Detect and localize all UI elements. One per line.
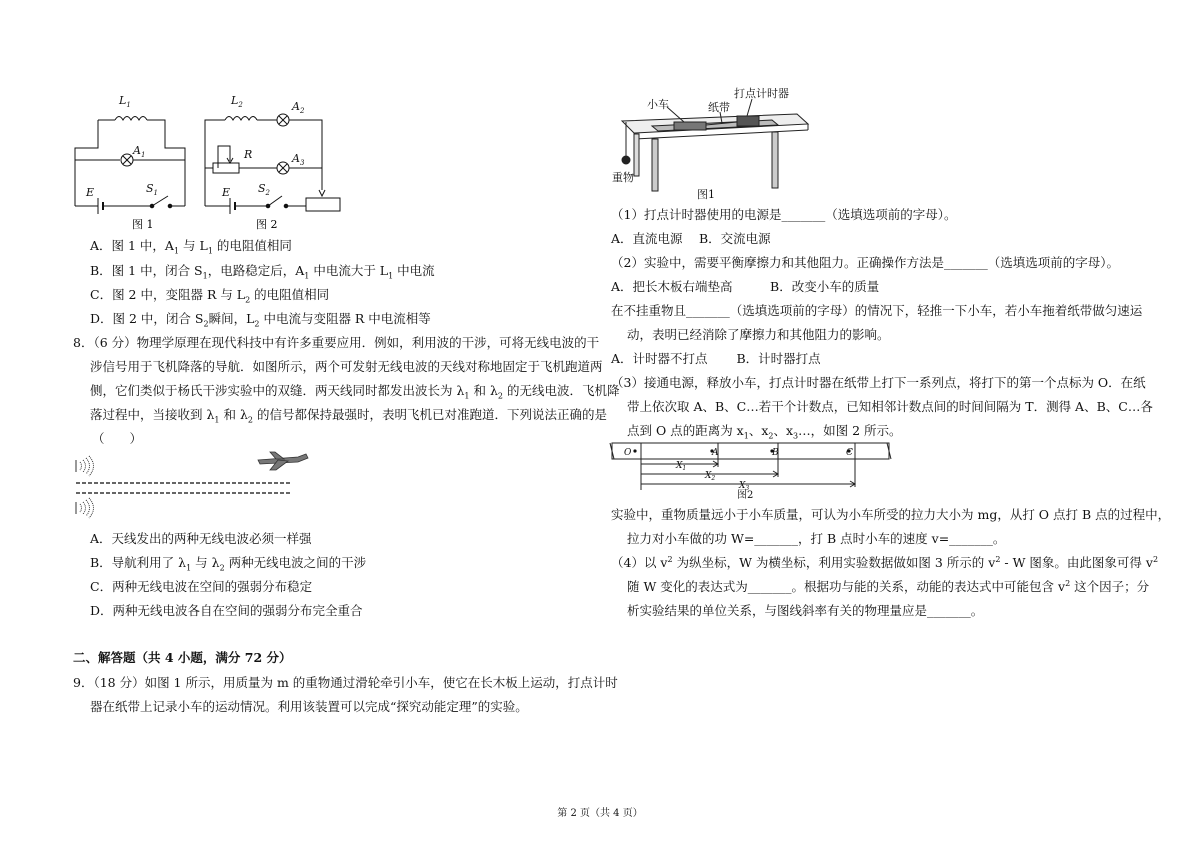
svg-text:重物: 重物 — [612, 171, 634, 184]
q8-answer-bracket: （ ） — [92, 431, 143, 446]
airplane-icon — [258, 452, 308, 470]
svg-text:E: E — [86, 186, 95, 199]
svg-text:A3: $A_3$ — [292, 152, 305, 167]
q8-line-1: 8．（6 分）物理学原理在现代科技中有许多重要应用．例如，利用波的干涉，可将无线电波的干 — [73, 335, 600, 350]
q9-2-prompt: （2）实验中，需要平衡摩擦力和其他阻力。正确操作方法是_______（选填选项前的字母）。 — [611, 255, 1119, 270]
svg-text:X3: $X_3$ — [739, 481, 750, 492]
q9-2-line-4: 动，表明已经消除了摩擦力和其他阻力的影响。 — [627, 327, 890, 342]
svg-text:O: O — [624, 448, 632, 458]
q9-3-line-3: 点到 O 点的距离为 $x_1$、$x_2$、$x_3\dots$，如图 2 所示。 — [627, 423, 902, 441]
q7-option-c: C．图 2 中，变阻器 R 与 $L_2$ 的电阻值相同 — [90, 287, 330, 305]
svg-text:X2: $X_2$ — [705, 471, 716, 482]
svg-text:E: E — [222, 186, 231, 199]
q8-option-d: D．两种无线电波各自在空间的强弱分布完全重合 — [90, 603, 363, 618]
svg-text:S2: $S_2$ — [258, 182, 271, 197]
q9-4-line-1: （4）以 $v^2$ 为纵坐标，W 为横坐标，利用实验数据做如图 3 所示的 $v^2$ - W 图象。由此图象可得 $v^2$ — [611, 554, 1159, 570]
q9-1-prompt: （1）打点计时器使用的电源是_______（选填选项前的字母）。 — [611, 207, 957, 222]
q9-1-options: A．直流电源 B．交流电源 — [611, 231, 771, 246]
q9-4-line-3: 析实验结果的单位关系，与图线斜率有关的物理量应是_______。 — [627, 603, 984, 618]
q7-option-b: B．图 1 中，闭合 $S_1$，电路稳定后，$A_1$ 中电流大于 $L_1$ 中电流 — [90, 263, 435, 281]
cart-apparatus-figure — [612, 86, 812, 201]
circuit-figure-2 — [205, 114, 340, 214]
q9-line-1: 9．（18 分）如图 1 所示，用质量为 m 的重物通过滑轮牵引小车，使它在长木板上运动，打点计时 — [73, 675, 618, 690]
q9-4-line-2: 随 W 变化的表达式为_______。根据功与能的关系，动能的表达式中可能包含 $v^2$ 这个因子；分 — [627, 578, 1150, 594]
svg-text:L2: $L_2$ — [231, 94, 243, 109]
q7-option-a: A．图 1 中，$A_1$ 与 $L_1$ 的电阻值相同 — [90, 238, 292, 256]
page-footer: 第 2 页（共 4 页） — [557, 808, 643, 819]
q8-line-3: 侧，它们类似于杨氏干涉实验中的双缝．两天线同时都发出波长为 $\lambda_1$ 和 $\lambda_2$ 的无线电波．飞机降 — [90, 383, 620, 401]
q9-2-options-b: A．计时器不打点 B．计时器打点 — [611, 351, 821, 366]
svg-text:L1: $L_1$ — [119, 94, 131, 109]
circuit-figures — [70, 88, 360, 233]
svg-text:R: R — [244, 148, 253, 161]
q8-option-c: C．两种无线电波在空间的强弱分布稳定 — [90, 579, 313, 594]
q9-2-line-3: 在不挂重物且_______（选填选项前的字母）的情况下，轻推一下小车，若小车拖着纸带做匀速运 — [611, 303, 1143, 318]
q9-2-options: A．把长木板右端垫高 B．改变小车的质量 — [611, 279, 880, 294]
svg-text:A: A — [712, 448, 719, 458]
circuit-labels — [85, 94, 305, 199]
svg-text:A1: $A_1$ — [133, 144, 146, 159]
q9-line-2: 器在纸带上记录小车的运动情况。利用该装置可以完成“探究动能定理”的实验。 — [90, 699, 528, 714]
svg-text:纸带: 纸带 — [708, 101, 730, 114]
svg-text:打点计时器: 打点计时器 — [734, 87, 789, 100]
fig1-caption: 图 1 — [132, 218, 154, 231]
antenna-bottom-icon — [76, 498, 94, 518]
q9-3-line-1: （3）接通电源，释放小车，打点计时器在纸带上打下一系列点，将打下的第一个点标为 O．在纸 — [611, 375, 1146, 390]
svg-text:X1: $X_1$ — [676, 461, 687, 472]
svg-text:S1: $S_1$ — [146, 182, 159, 197]
q8-option-b: B．导航利用了 $\lambda_1$ 与 $\lambda_2$ 两种无线电波之间的干涉 — [90, 555, 367, 573]
fig2-caption: 图 2 — [256, 218, 278, 231]
svg-text:A2: $A_2$ — [292, 100, 305, 115]
q7-option-d: D．图 2 中，闭合 $S_2$瞬间，$L_2$ 中电流与变阻器 R 中电流相等 — [90, 311, 431, 329]
svg-text:图1: 图1 — [697, 188, 715, 201]
q9-3-line-5: 拉力对小车做的功 W=_______，打 B 点时小车的速度 v=_______。 — [627, 531, 1006, 546]
q8-line-4: 落过程中，当接收到 $\lambda_1$ 和 $\lambda_2$ 的信号都保持最强时，表明飞机已对准跑道．下列说法正确的是 — [90, 407, 607, 425]
svg-text:图2: 图2 — [737, 490, 754, 500]
paper-tape-figure — [609, 440, 894, 500]
q8-line-2: 涉信号用于飞机降落的导航．如图所示，两个可发射无线电波的天线对称地固定于飞机跑道两 — [90, 359, 603, 374]
antenna-top-icon — [76, 456, 94, 476]
q9-3-line-2: 带上依次取 A、B、C…若干个计数点，已知相邻计数点间的时间间隔为 T．测得 A、B、C…各 — [627, 399, 1153, 414]
svg-text:小车: 小车 — [647, 98, 669, 111]
q8-option-a: A．天线发出的两种无线电波必须一样强 — [90, 531, 312, 546]
svg-text:B: B — [772, 448, 779, 458]
circuit-figure-1 — [75, 117, 185, 215]
runway-figure — [72, 450, 322, 525]
q9-3-line-4: 实验中，重物质量远小于小车质量，可认为小车所受的拉力大小为 mg，从打 O 点打 B 点的过程中， — [611, 507, 1171, 522]
section-2-heading: 二、解答题（共 4 小题，满分 72 分） — [73, 650, 292, 665]
svg-text:C: C — [846, 448, 853, 458]
